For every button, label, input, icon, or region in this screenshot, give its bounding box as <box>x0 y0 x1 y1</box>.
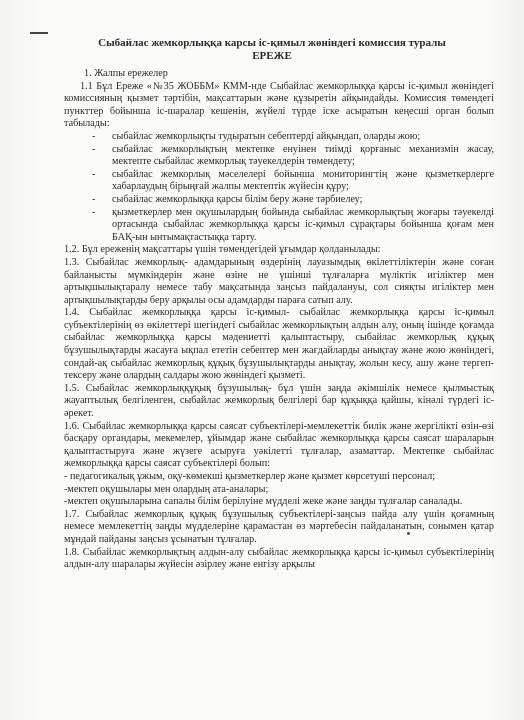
paragraph-1-5: 1.5. Сыбайлас жемкорлыққұқық бұзушылық- бұл үшін заңда әкімшілік немесе қылмыстық жауаптылық белгіленген, сыбайлас жемкорлық белгілері бар құқыққа қайшы, кінәлі түрдегі іс-әрекет. <box>64 382 494 420</box>
paragraph-1-8: 1.8. Сыбайлас жемкорлықтың алдын-алу сыбайлас жемкорлыққа қарсы іс-қимыл субъектілерінің алдын-алу шаралары жүйесін әзірлеу және енгізу арқылы <box>64 546 494 571</box>
bullet-item: - сыбайлас жемкорлықтың мектепке енуінен тиімді қорғаныс механизмін жасау, мектепте сыбайлас жемкорлық тәуекелдерін төмендету; <box>102 144 494 169</box>
bullet-item: - қызметкерлер мен оқушылардың бойында сыбайлас жемкорлықтың жоғары тәуекелді ортасында сыбайлас жемкорлыққа қарсы іс-қимыл сұрақтары бойынша қоғам мен БАҚ-ын ынтымақтастыққа тарту. <box>102 207 494 245</box>
bullet-item: - сыбайлас жемкорлық мәселелері бойынша мониторингтің және қызметкерлерге хабарлаудың бірыңғай жалпы мектептік жүйесін құру; <box>102 169 494 194</box>
list-item: -мектеп оқушылары мен олардың ата-аналары; <box>64 483 269 495</box>
paragraph-1-3: 1.3. Сыбайлас жемкорлық- адамдарының өздерінің лауазымдық өкілеттіліктерін және соған байланысты мүмкіндерін және өзіне не үшінші тұлғаларға мүліктік игіліктер мен артықшылықтаралу немесе табу мақсатында заңсыз пайдалануы, сол сияқты игіліктер мен артықшылықтарды беру арқылы осы адамдарды параға сатып алу. <box>64 256 494 306</box>
list-item: -мектеп оқушыларына сапалы білім берілуіне мүдделі жеке және заңды тұлғалар саналады. <box>64 496 463 508</box>
title-line-2: ЕРЕЖЕ <box>252 50 292 62</box>
paragraph-1-4: 1.4. Сыбайлас жемкорлыққа қарсы іс-қимыл- сыбайлас жемкорлыққа қарсы іс-қимыл субъектілерінің өз өкілеттері шегіндегі сыбайлас жемкорлықтың алдын алу, оның ішінде қоғамда сыбайлас жемкорлыққа қарсы мәдениетті қалыптастыру, сыбайлас жемкорлық құқық бұзушылықтарды жасауға ықпал ететін себептер мен жағдайларды анықтау және жою жөніндегі, сондай-ақ сыбайлас жемкорлық құқық бұзушылықтарды анықтау, жолын кесу, ашу және тергеп-тексеру және олардың салдары жою жөніндегі қызметі. <box>64 307 494 382</box>
paragraph-1-6: 1.6. Сыбайлас жемкорлыққа қарсы саясат субъектілері-мемлекеттік билік және жергілікті өзін-өзі басқару органдары, мекемелер, ұйымдар және сыбайлас жемкорлыққа қарсы саясат шараларын қалыптастыруға және жүзеге асыруға уәкілетті тұлғалар, азаматтар. Мектепке сыбайлас жемкорлыққа қарсы саясат субъектілері болып: <box>64 420 494 470</box>
list-item: - педагогикалық ұжым, оқу-көмекші қызметкерлер және қызмет көрсетуші персонал; <box>64 471 436 482</box>
bullet-item: - сыбайлас жемкорлыққа қарсы білім беру және тәрбиелеу; <box>102 194 494 207</box>
document-title <box>50 37 494 63</box>
title-line-1: Сыбайлас жемкорлыққа карсы іс-қимыл жөніндегі комиссия туралы <box>98 37 446 49</box>
bullet-list <box>64 131 494 244</box>
corner-pen-mark <box>30 32 48 34</box>
paragraph-1-2: 1.2. Бұл ереженің мақсаттары үшін төмендегідей ұғымдар қолданылады: <box>64 244 381 256</box>
paragraph-1-7: 1.7. Сыбайлас жемкорлық құқық бұзушылық субъектілері-заңсыз пайда алу үшін қоғамның немесе мемлекеттің заңды мүдделеріне қарамастан өз мәртебесін пайдаланатын, сонымен қатар мұндай пайданы заңсыз ұсынатын тұлғалар. <box>64 508 494 545</box>
section-heading: 1. Жалпы ережелер <box>84 68 168 79</box>
document-body <box>64 68 494 572</box>
paragraph-1-1: 1.1 Бұл Ереже «№35 ЖОББМ» КММ-нде Сыбайлас жемкорлыққа қарсы іс-қимыл жөніндегі комиссияның қызмет тәртібін, мақсаттарын және құзыретін айқындайды. Комиссия төмендегі пункттер бойынша іс-шаралар кешенін, жүйелі түрде іске асыратын кеңесші орган болып табылады: <box>64 80 494 130</box>
bullet-item: - сыбайлас жемкорлықты тудыратын себептерді айқындап, оларды жою; <box>102 131 494 144</box>
